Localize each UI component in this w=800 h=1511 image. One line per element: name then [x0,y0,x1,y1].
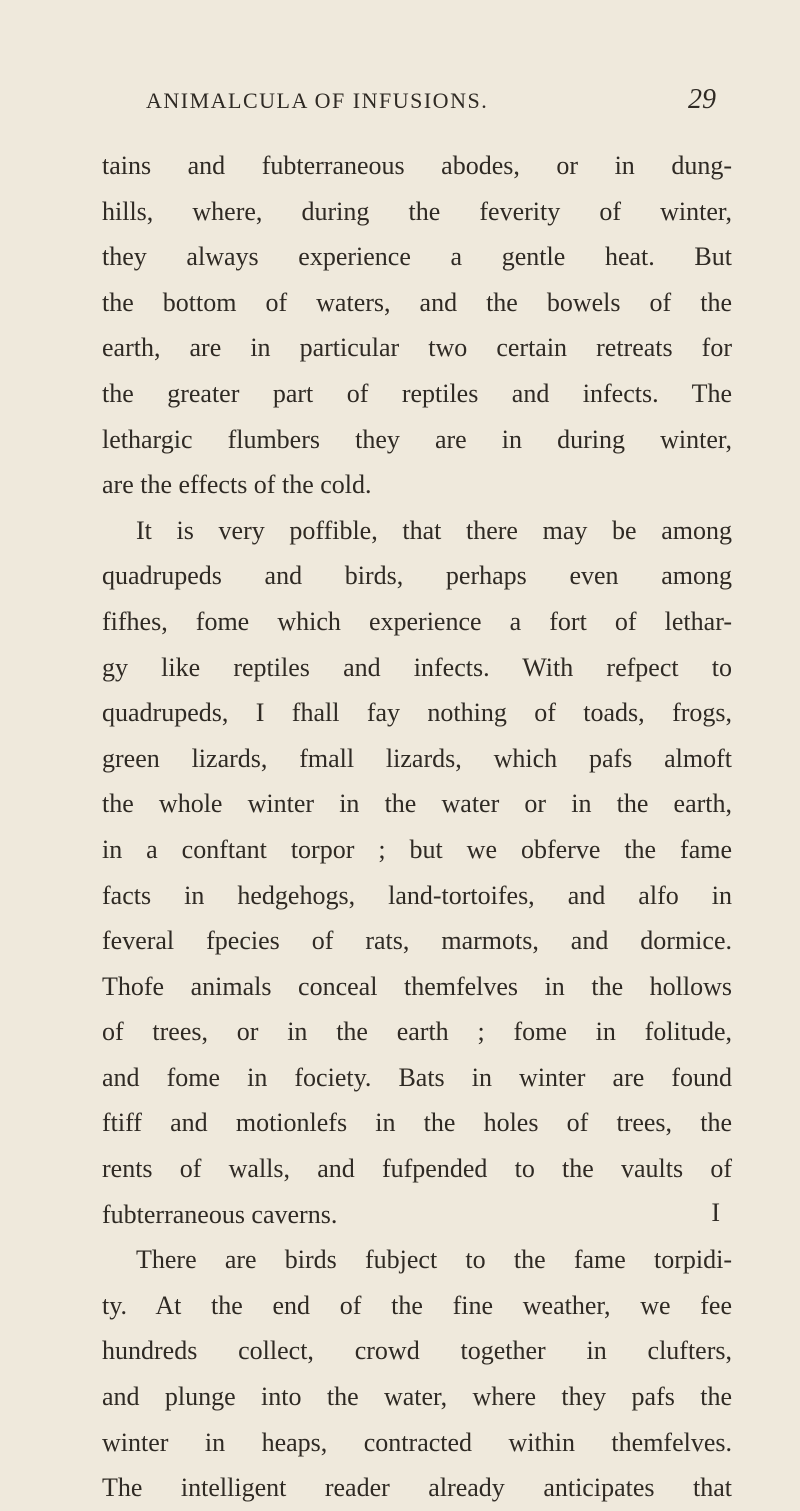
text-line: quadrupeds and birds, perhaps even among [102,561,732,591]
body-text [102,143,732,1511]
running-title: ANIMALCULA OF INFUSIONS. [146,88,489,113]
text-line: gy like reptiles and infects. With refpect to [102,652,732,682]
text-line: the bottom of waters, and the bowels of the [102,287,732,317]
text-line: the whole winter in the water or in the earth, [102,789,732,819]
text-line: they always experience a gentle heat. But [102,242,732,272]
text-line: green lizards, fmall lizards, which pafs almoft [102,743,732,773]
text-line: are the effects of the cold. [102,470,372,500]
text-line: winter in heaps, contracted within themfelves. [102,1427,732,1457]
catchword: I [711,1198,720,1227]
text-line: ty. At the end of the fine weather, we fee [102,1290,732,1320]
text-line: fifhes, fome which experience a fort of lethar- [102,606,732,636]
text-line: facts in hedgehogs, land-tortoifes, and alfo in [102,880,732,910]
text-line: of trees, or in the earth ; fome in folitude, [102,1017,732,1047]
text-line: fubterraneous caverns. [102,1199,338,1229]
text-line: tains and fubterraneous abodes, or in dung- [102,151,732,180]
page-header [146,84,716,128]
text-line: and plunge into the water, where they pafs the [102,1382,732,1412]
page-number: 29 [688,84,716,115]
text-line: lethargic flumbers they are in during winter, [102,424,732,454]
text-line: Thofe animals conceal themfelves in the hollows [102,971,732,1001]
text-line: There are birds fubject to the fame torpidi- [136,1245,732,1275]
text-line: It is very poffible, that there may be among [136,515,732,545]
text-line: quadrupeds, I fhall fay nothing of toads, frogs, [102,698,732,728]
text-line: feveral fpecies of rats, marmots, and dormice. [102,926,732,956]
text-line: and fome in fociety. Bats in winter are found [102,1062,732,1092]
text-line: rents of walls, and fufpended to the vaults of [102,1154,732,1184]
text-line: hundreds collect, crowd together in clufters, [102,1336,732,1366]
text-line: ftiff and motionlefs in the holes of trees, the [102,1108,732,1138]
text-line: The intelligent reader already anticipates that [102,1473,732,1503]
text-line: in a conftant torpor ; but we obferve the fame [102,834,732,864]
text-line: the greater part of reptiles and infects. The [102,378,732,408]
text-line: hills, where, during the feverity of winter, [102,196,732,226]
text-line: earth, are in particular two certain retreats for [102,333,732,363]
